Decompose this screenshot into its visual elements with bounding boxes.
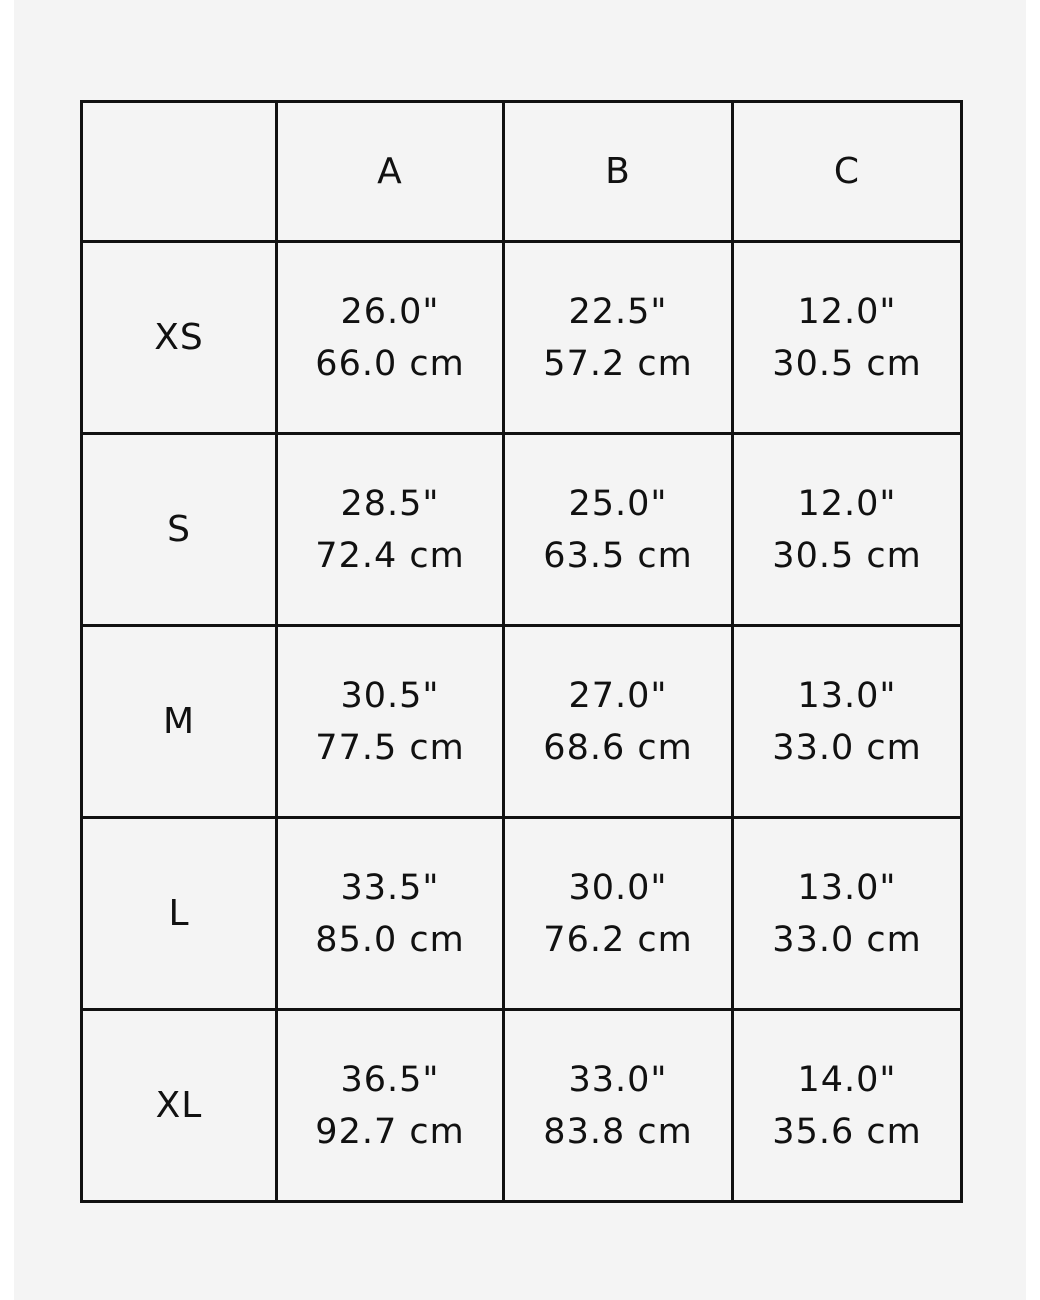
measurement-cell — [733, 434, 962, 626]
measurement-cell — [504, 818, 733, 1010]
cm-value: 68.6 cm — [543, 727, 693, 768]
inches-value: 22.5" — [568, 291, 668, 332]
inches-value: 28.5" — [340, 483, 440, 524]
measurement-cell — [504, 434, 733, 626]
measurement-cell — [504, 242, 733, 434]
inches-value: 13.0" — [797, 867, 897, 908]
table-row-s — [82, 434, 962, 626]
header-row — [82, 102, 962, 242]
measurement-cell — [277, 818, 504, 1010]
column-header-c: C — [733, 102, 962, 242]
cm-value: 33.0 cm — [772, 919, 922, 960]
cm-value: 63.5 cm — [543, 535, 693, 576]
measurement-cell — [277, 434, 504, 626]
measurement-cell — [504, 1010, 733, 1202]
measurement-cell — [733, 818, 962, 1010]
cm-value: 30.5 cm — [772, 535, 922, 576]
corner-cell — [82, 102, 277, 242]
cm-value: 85.0 cm — [315, 919, 465, 960]
table-row-xs — [82, 242, 962, 434]
table-row-m — [82, 626, 962, 818]
cm-value: 57.2 cm — [543, 343, 693, 384]
inches-value: 13.0" — [797, 675, 897, 716]
inches-value: 30.5" — [340, 675, 440, 716]
inches-value: 26.0" — [340, 291, 440, 332]
size-label: XS — [82, 242, 277, 434]
size-label: L — [82, 818, 277, 1010]
column-header-b: B — [504, 102, 733, 242]
inches-value: 33.5" — [340, 867, 440, 908]
column-header-a: A — [277, 102, 504, 242]
inches-value: 14.0" — [797, 1059, 897, 1100]
cm-value: 72.4 cm — [315, 535, 465, 576]
size-label: S — [82, 434, 277, 626]
inches-value: 25.0" — [568, 483, 668, 524]
measurement-cell — [504, 626, 733, 818]
inches-value: 12.0" — [797, 483, 897, 524]
size-chart-table — [80, 100, 963, 1203]
cm-value: 35.6 cm — [772, 1111, 922, 1152]
cm-value: 33.0 cm — [772, 727, 922, 768]
table-row-xl — [82, 1010, 962, 1202]
measurement-cell — [733, 1010, 962, 1202]
table-row-l — [82, 818, 962, 1010]
inches-value: 36.5" — [340, 1059, 440, 1100]
cm-value: 83.8 cm — [543, 1111, 693, 1152]
measurement-cell — [277, 626, 504, 818]
cm-value: 30.5 cm — [772, 343, 922, 384]
size-label: XL — [82, 1010, 277, 1202]
cm-value: 76.2 cm — [543, 919, 693, 960]
cm-value: 92.7 cm — [315, 1111, 465, 1152]
cm-value: 77.5 cm — [315, 727, 465, 768]
inches-value: 27.0" — [568, 675, 668, 716]
inches-value: 12.0" — [797, 291, 897, 332]
measurement-cell — [277, 242, 504, 434]
inches-value: 33.0" — [568, 1059, 668, 1100]
cm-value: 66.0 cm — [315, 343, 465, 384]
measurement-cell — [733, 242, 962, 434]
size-label: M — [82, 626, 277, 818]
measurement-cell — [277, 1010, 504, 1202]
inches-value: 30.0" — [568, 867, 668, 908]
measurement-cell — [733, 626, 962, 818]
